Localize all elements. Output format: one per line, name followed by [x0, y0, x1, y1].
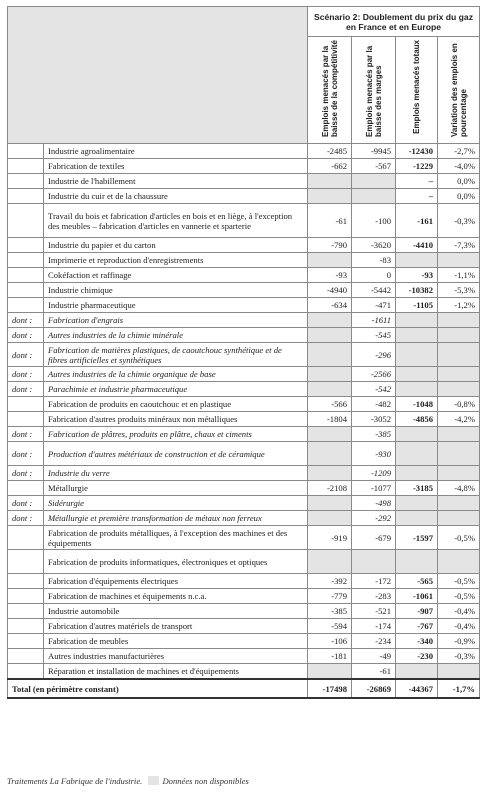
cell-variation: -4,2%: [438, 412, 480, 427]
total-value-variation: -1,7%: [438, 679, 480, 698]
cell-totaux: -161: [396, 204, 438, 238]
cell-totaux: [396, 496, 438, 511]
cell-marges: -545: [352, 328, 396, 343]
row-prefix: [8, 481, 44, 496]
row-prefix: [8, 649, 44, 664]
cell-totaux: [396, 511, 438, 526]
cell-marges: -482: [352, 397, 396, 412]
row-prefix: [8, 526, 44, 550]
cell-variation: -0,5%: [438, 526, 480, 550]
row-label: Métallurgie et première transformation de métaux non ferreux: [44, 511, 308, 526]
cell-variation: [438, 313, 480, 328]
cell-totaux: -230: [396, 649, 438, 664]
cell-variation: -0,5%: [438, 574, 480, 589]
cell-competitivite: -4940: [308, 283, 352, 298]
cell-variation: [438, 466, 480, 481]
table-row: [8, 268, 480, 283]
total-row: [8, 679, 480, 698]
table-row: [8, 189, 480, 204]
cell-marges: -471: [352, 298, 396, 313]
row-prefix: dont :: [8, 427, 44, 442]
cell-variation: [438, 367, 480, 382]
cell-competitivite: [308, 511, 352, 526]
cell-competitivite: -790: [308, 238, 352, 253]
cell-competitivite: [308, 343, 352, 367]
row-prefix: dont :: [8, 367, 44, 382]
row-label: Réparation et installation de machines et d'équipements: [44, 664, 308, 680]
cell-totaux: [396, 343, 438, 367]
cell-marges: [352, 189, 396, 204]
cell-marges: -1611: [352, 313, 396, 328]
cell-competitivite: -634: [308, 298, 352, 313]
cell-variation: [438, 442, 480, 466]
row-label: Fabrication de produits informatiques, électroniques et optiques: [44, 550, 308, 574]
row-label: Industrie du cuir et de la chaussure: [44, 189, 308, 204]
cell-marges: -679: [352, 526, 396, 550]
row-prefix: dont :: [8, 466, 44, 481]
row-label: Fabrication de matières plastiques, de caoutchouc synthétique et de fibres artificielles et synthétiques: [44, 343, 308, 367]
cell-marges: -1209: [352, 466, 396, 481]
cell-competitivite: -385: [308, 604, 352, 619]
column-header-variation: Variation des emplois en pourcentage: [438, 37, 480, 144]
cell-marges: -100: [352, 204, 396, 238]
cell-variation: -2,7%: [438, 144, 480, 159]
employment-table: [7, 6, 480, 699]
cell-variation: -4,8%: [438, 481, 480, 496]
cell-marges: -521: [352, 604, 396, 619]
row-prefix: [8, 664, 44, 680]
cell-competitivite: -181: [308, 649, 352, 664]
row-prefix: [8, 604, 44, 619]
cell-competitivite: [308, 550, 352, 574]
row-label: Industrie automobile: [44, 604, 308, 619]
total-value-competitivite: -17498: [308, 679, 352, 698]
column-header-competitivite: Emplois menacés par la baisse de la compétitivité: [308, 37, 352, 144]
cell-totaux: -1061: [396, 589, 438, 604]
cell-variation: 0,0%: [438, 174, 480, 189]
cell-totaux: [396, 328, 438, 343]
cell-variation: -0,9%: [438, 634, 480, 649]
cell-totaux: [396, 550, 438, 574]
cell-competitivite: -779: [308, 589, 352, 604]
table-row: [8, 526, 480, 550]
cell-competitivite: [308, 382, 352, 397]
row-label: Autres industries de la chimie organique de base: [44, 367, 308, 382]
row-prefix: [8, 412, 44, 427]
cell-competitivite: [308, 367, 352, 382]
cell-competitivite: -662: [308, 159, 352, 174]
row-label: Autres industries de la chimie minérale: [44, 328, 308, 343]
cell-marges: -83: [352, 253, 396, 268]
cell-totaux: -340: [396, 634, 438, 649]
table-row: [8, 298, 480, 313]
cell-marges: -174: [352, 619, 396, 634]
row-label: Industrie du verre: [44, 466, 308, 481]
row-label: Imprimerie et reproduction d'enregistrements: [44, 253, 308, 268]
cell-totaux: –: [396, 174, 438, 189]
cell-marges: -3620: [352, 238, 396, 253]
cell-competitivite: [308, 442, 352, 466]
cell-totaux: -3185: [396, 481, 438, 496]
cell-totaux: [396, 442, 438, 466]
footnote-legend: Données non disponibles: [162, 776, 249, 786]
cell-competitivite: [308, 427, 352, 442]
cell-marges: -61: [352, 664, 396, 680]
row-label: Industrie agroalimentaire: [44, 144, 308, 159]
cell-marges: -3052: [352, 412, 396, 427]
table-row: [8, 550, 480, 574]
cell-marges: -9945: [352, 144, 396, 159]
row-label: Fabrication de plâtres, produits en plâtre, chaux et ciments: [44, 427, 308, 442]
cell-totaux: -4410: [396, 238, 438, 253]
cell-competitivite: -2485: [308, 144, 352, 159]
cell-competitivite: [308, 496, 352, 511]
table-row: [8, 238, 480, 253]
cell-totaux: -1105: [396, 298, 438, 313]
table-row: [8, 511, 480, 526]
cell-marges: [352, 174, 396, 189]
table-row: [8, 481, 480, 496]
row-prefix: [8, 174, 44, 189]
table-row: [8, 283, 480, 298]
table-row: [8, 649, 480, 664]
cell-variation: [438, 427, 480, 442]
table-row: [8, 604, 480, 619]
cell-competitivite: -392: [308, 574, 352, 589]
table-row: [8, 159, 480, 174]
row-prefix: dont :: [8, 511, 44, 526]
cell-competitivite: [308, 313, 352, 328]
cell-variation: -4,0%: [438, 159, 480, 174]
cell-variation: -0,5%: [438, 589, 480, 604]
row-label: Industrie pharmaceutique: [44, 298, 308, 313]
row-prefix: [8, 634, 44, 649]
column-header-totaux: Emplois menacés totaux: [396, 37, 438, 144]
cell-competitivite: [308, 189, 352, 204]
row-label: Fabrication de machines et équipements n.c.a.: [44, 589, 308, 604]
row-prefix: [8, 550, 44, 574]
cell-variation: [438, 382, 480, 397]
row-prefix: [8, 589, 44, 604]
table-row: [8, 174, 480, 189]
row-label: Cokéfaction et raffinage: [44, 268, 308, 283]
cell-totaux: -93: [396, 268, 438, 283]
cell-variation: [438, 343, 480, 367]
total-label: Total (en périmètre constant): [8, 679, 308, 698]
cell-competitivite: -2108: [308, 481, 352, 496]
cell-totaux: -565: [396, 574, 438, 589]
cell-competitivite: -106: [308, 634, 352, 649]
cell-variation: [438, 253, 480, 268]
table-row: [8, 328, 480, 343]
cell-variation: -0,3%: [438, 649, 480, 664]
cell-variation: -0,8%: [438, 397, 480, 412]
cell-competitivite: -1804: [308, 412, 352, 427]
cell-marges: -385: [352, 427, 396, 442]
column-header-marges: Emplois menacés par la baisse des marges: [352, 37, 396, 144]
cell-variation: [438, 511, 480, 526]
table-row: [8, 619, 480, 634]
cell-variation: [438, 496, 480, 511]
cell-totaux: -10382: [396, 283, 438, 298]
table-body: [8, 144, 480, 680]
row-prefix: dont :: [8, 313, 44, 328]
cell-marges: -49: [352, 649, 396, 664]
cell-totaux: [396, 427, 438, 442]
table-row: [8, 412, 480, 427]
table-row: [8, 382, 480, 397]
scenario-title: Scénario 2: Doublement du prix du gaz en France et en Europe: [308, 7, 480, 37]
cell-competitivite: [308, 466, 352, 481]
row-label: Fabrication d'autres produits minéraux non métalliques: [44, 412, 308, 427]
cell-totaux: [396, 382, 438, 397]
cell-totaux: [396, 664, 438, 680]
row-prefix: dont :: [8, 496, 44, 511]
cell-variation: -7,3%: [438, 238, 480, 253]
cell-marges: 0: [352, 268, 396, 283]
cell-marges: -283: [352, 589, 396, 604]
table-row: [8, 144, 480, 159]
row-label: Métallurgie: [44, 481, 308, 496]
row-label: Fabrication de produits en caoutchouc et en plastique: [44, 397, 308, 412]
row-label: Fabrication d'engrais: [44, 313, 308, 328]
cell-totaux: [396, 466, 438, 481]
table-row: [8, 466, 480, 481]
cell-marges: -5442: [352, 283, 396, 298]
cell-competitivite: [308, 174, 352, 189]
cell-totaux: [396, 253, 438, 268]
cell-totaux: [396, 367, 438, 382]
cell-competitivite: -93: [308, 268, 352, 283]
cell-marges: -498: [352, 496, 396, 511]
table-row: [8, 253, 480, 268]
cell-variation: -1,2%: [438, 298, 480, 313]
row-label: Fabrication de meubles: [44, 634, 308, 649]
row-label: Industrie de l'habillement: [44, 174, 308, 189]
legend-swatch: [148, 776, 159, 785]
row-prefix: [8, 298, 44, 313]
cell-variation: 0,0%: [438, 189, 480, 204]
cell-variation: -1,1%: [438, 268, 480, 283]
row-prefix: [8, 189, 44, 204]
total-value-totaux: -44367: [396, 679, 438, 698]
cell-competitivite: -566: [308, 397, 352, 412]
cell-variation: [438, 328, 480, 343]
cell-marges: -567: [352, 159, 396, 174]
table-row: [8, 442, 480, 466]
row-prefix: dont :: [8, 328, 44, 343]
row-label: Industrie chimique: [44, 283, 308, 298]
row-prefix: [8, 204, 44, 238]
row-prefix: [8, 283, 44, 298]
cell-totaux: [396, 313, 438, 328]
row-label: Industrie du papier et du carton: [44, 238, 308, 253]
cell-marges: -1077: [352, 481, 396, 496]
row-prefix: [8, 238, 44, 253]
cell-competitivite: -594: [308, 619, 352, 634]
cell-totaux: -767: [396, 619, 438, 634]
cell-marges: -296: [352, 343, 396, 367]
cell-totaux: –: [396, 189, 438, 204]
table-row: [8, 204, 480, 238]
cell-variation: -0,4%: [438, 619, 480, 634]
cell-competitivite: [308, 253, 352, 268]
cell-totaux: -1597: [396, 526, 438, 550]
cell-variation: -5,3%: [438, 283, 480, 298]
table-row: [8, 634, 480, 649]
row-prefix: [8, 144, 44, 159]
cell-marges: [352, 550, 396, 574]
cell-totaux: -1048: [396, 397, 438, 412]
cell-totaux: -4856: [396, 412, 438, 427]
cell-variation: [438, 664, 480, 680]
row-label: Production d'autres métériaux de construction et de céramique: [44, 442, 308, 466]
row-prefix: [8, 268, 44, 283]
cell-totaux: -907: [396, 604, 438, 619]
row-label: Travail du bois et fabrication d'articles en bois et en liège, à l'exception des meubles – fabrication d'articles en vannerie et sparterie: [44, 204, 308, 238]
cell-variation: -0,3%: [438, 204, 480, 238]
table-row: [8, 367, 480, 382]
total-value-marges: -26869: [352, 679, 396, 698]
table-row: [8, 397, 480, 412]
cell-variation: [438, 550, 480, 574]
cell-marges: -292: [352, 511, 396, 526]
row-prefix: dont :: [8, 442, 44, 466]
row-label: Fabrication d'équipements électriques: [44, 574, 308, 589]
row-label: Fabrication d'autres matériels de transport: [44, 619, 308, 634]
cell-marges: -542: [352, 382, 396, 397]
table-row: [8, 427, 480, 442]
row-prefix: dont :: [8, 382, 44, 397]
row-label: Sidérurgie: [44, 496, 308, 511]
row-prefix: [8, 159, 44, 174]
footnote-source: Traitements La Fabrique de l'industrie.: [7, 776, 143, 786]
cell-competitivite: -919: [308, 526, 352, 550]
cell-totaux: -1229: [396, 159, 438, 174]
cell-variation: -0,4%: [438, 604, 480, 619]
header-blank-cell: [8, 7, 308, 144]
footnote: [7, 776, 249, 786]
cell-marges: -234: [352, 634, 396, 649]
cell-totaux: -12430: [396, 144, 438, 159]
cell-marges: -930: [352, 442, 396, 466]
row-label: Autres industries manufacturières: [44, 649, 308, 664]
table-row: [8, 664, 480, 680]
cell-competitivite: [308, 664, 352, 680]
row-prefix: [8, 397, 44, 412]
table-row: [8, 589, 480, 604]
cell-marges: -172: [352, 574, 396, 589]
row-label: Fabrication de produits métalliques, à l'exception des machines et des équipements: [44, 526, 308, 550]
cell-competitivite: -61: [308, 204, 352, 238]
row-prefix: [8, 253, 44, 268]
cell-competitivite: [308, 328, 352, 343]
row-prefix: [8, 619, 44, 634]
row-label: Fabrication de textiles: [44, 159, 308, 174]
table-row: [8, 343, 480, 367]
row-prefix: [8, 574, 44, 589]
table-row: [8, 313, 480, 328]
row-label: Parachimie et industrie pharmaceutique: [44, 382, 308, 397]
table-row: [8, 574, 480, 589]
cell-marges: -2566: [352, 367, 396, 382]
row-prefix: dont :: [8, 343, 44, 367]
table-row: [8, 496, 480, 511]
